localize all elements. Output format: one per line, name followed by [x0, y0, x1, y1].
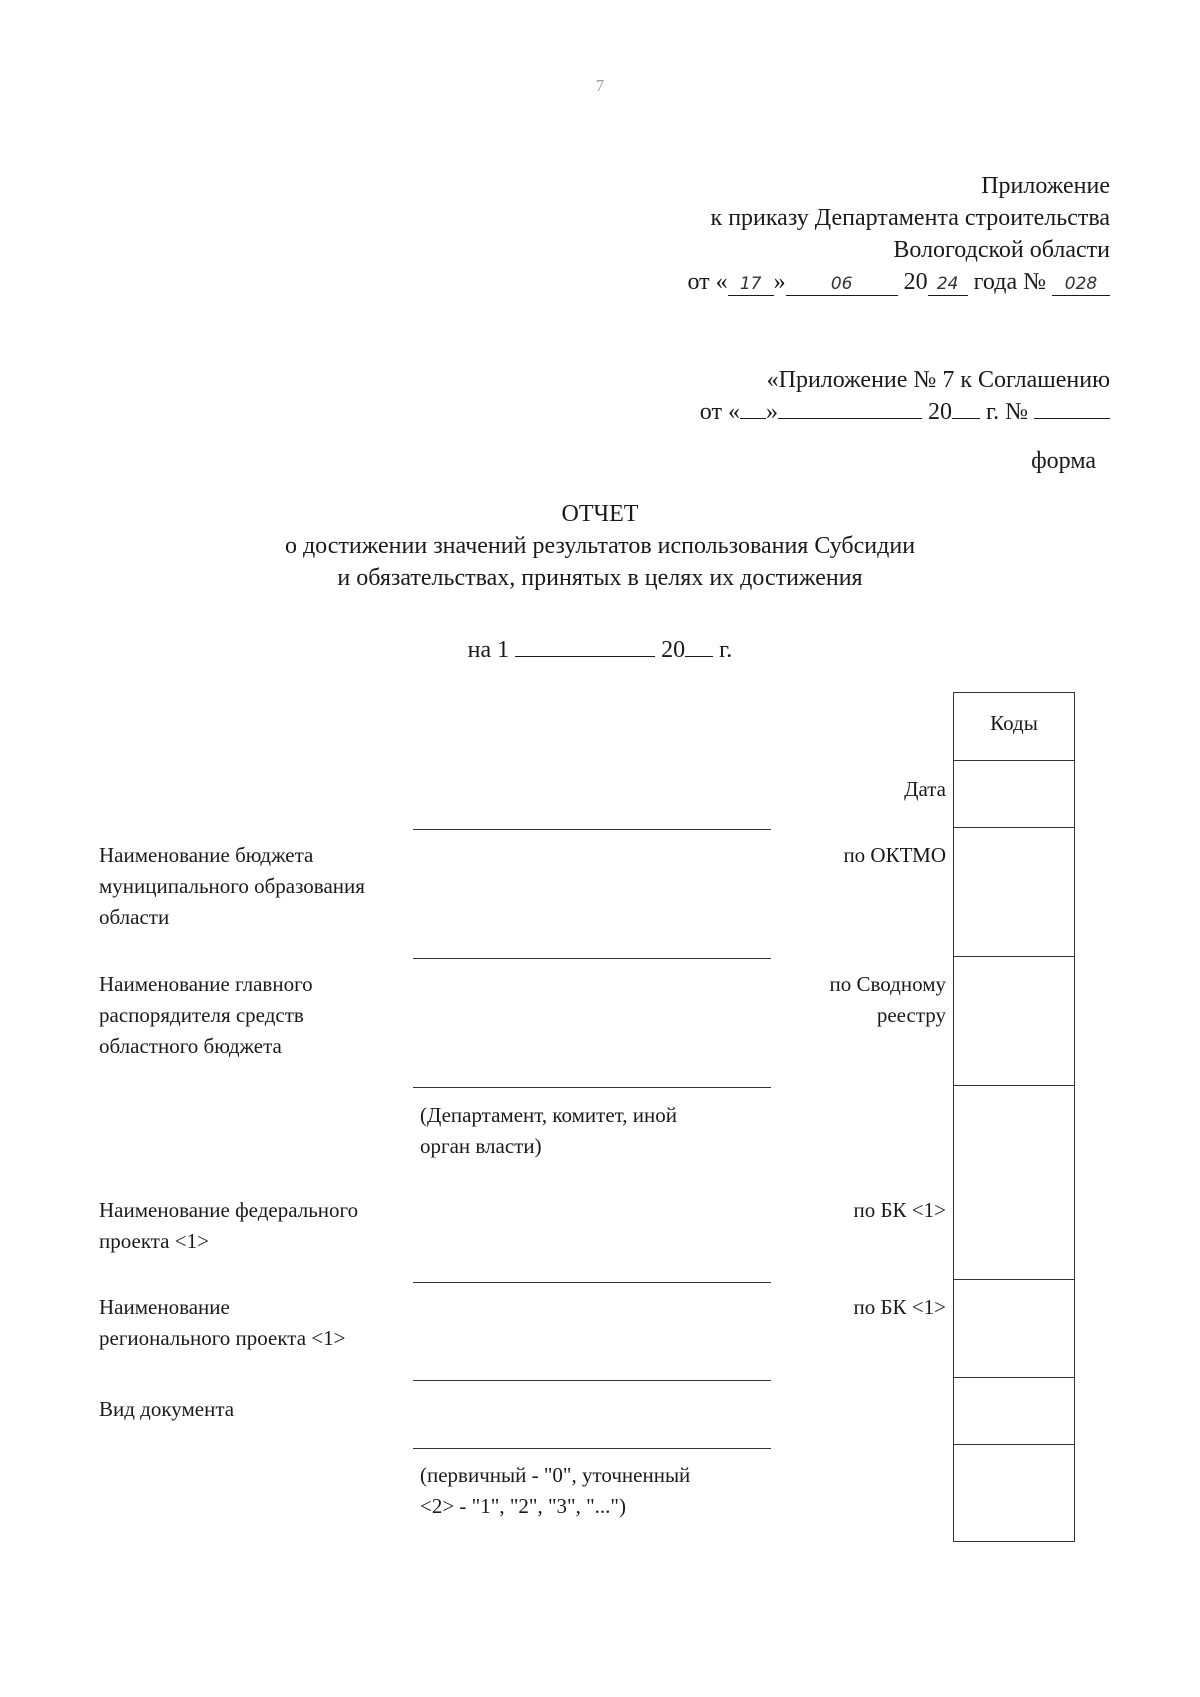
handwritten-month: 06	[786, 273, 898, 296]
field-rule-date[interactable]	[413, 829, 771, 830]
codes-cell-doc-type[interactable]	[954, 1378, 1074, 1445]
codes-cell-bk-1[interactable]	[954, 1086, 1074, 1280]
hint-distributor-2: орган власти)	[420, 1134, 542, 1158]
agreement-date-mid: »	[765, 399, 778, 425]
report-title-line-3: и обязательствах, принятых в целях их достижения	[337, 565, 863, 591]
label-federal-project	[99, 1195, 358, 1257]
codes-cell-empty[interactable]	[954, 1445, 1074, 1543]
codes-label-registry-1: по Сводному	[829, 972, 946, 996]
hint-doc-type-1: (первичный - "0", уточненный	[420, 1463, 691, 1487]
agreement-line-1: «Приложение № 7 к Соглашению	[766, 367, 1110, 393]
label-budget-name-1: Наименование бюджета	[99, 843, 314, 867]
label-budget-name	[99, 840, 365, 933]
label-budget-name-3: области	[99, 905, 170, 929]
blank-year	[952, 396, 980, 419]
year-prefix: 20	[903, 269, 928, 295]
codes-cell-date[interactable]	[954, 761, 1074, 828]
hint-distributor-1: (Департамент, комитет, иной	[420, 1103, 677, 1127]
blank-day	[740, 396, 766, 419]
report-title	[0, 498, 1200, 594]
codes-label-bk-1: по БК <1>	[853, 1198, 946, 1222]
field-rule-budget[interactable]	[413, 958, 771, 959]
blank-report-month	[515, 634, 655, 657]
label-federal-project-1: Наименование федерального	[99, 1198, 359, 1222]
report-date-line	[0, 634, 1200, 666]
appendix-date-line	[688, 266, 1111, 298]
appendix-line-2: к приказу Департамента строительства	[710, 205, 1110, 231]
label-regional-project	[99, 1292, 345, 1354]
field-rule-doc-type[interactable]	[413, 1448, 771, 1449]
codes-cell-bk-2[interactable]	[954, 1280, 1074, 1378]
date-mid: »	[773, 269, 786, 295]
codes-label-bk-2: по БК <1>	[853, 1295, 946, 1319]
blank-number	[1034, 396, 1110, 419]
label-federal-project-2: проекта <1>	[99, 1229, 209, 1253]
appendix-header	[688, 170, 1111, 298]
report-year-suffix: г.	[719, 637, 733, 663]
report-year-prefix: 20	[661, 637, 686, 663]
blank-report-year	[685, 634, 713, 657]
label-distributor	[99, 969, 313, 1062]
agreement-date-line	[700, 396, 1110, 428]
label-budget-name-2: муниципального образования	[99, 874, 365, 898]
agreement-header	[700, 364, 1110, 428]
codes-label-registry	[700, 969, 946, 1031]
codes-label-oktmo: по ОКТМО	[843, 843, 946, 867]
handwritten-day: 17	[728, 273, 774, 296]
report-title-main: ОТЧЕТ	[561, 501, 639, 527]
report-title-line-2: о достижении значений результатов использования Субсидии	[284, 533, 916, 559]
field-rule-federal-project[interactable]	[413, 1282, 771, 1283]
date-prefix: от «	[687, 269, 728, 295]
label-regional-project-2: регионального проекта <1>	[99, 1326, 346, 1350]
hint-doc-type-2: <2> - "1", "2", "3", "...")	[420, 1494, 627, 1518]
appendix-line-1: Приложение	[981, 173, 1110, 199]
field-rule-distributor[interactable]	[413, 1087, 771, 1088]
label-regional-project-1: Наименование	[99, 1295, 230, 1319]
handwritten-year: 24	[928, 273, 968, 296]
label-distributor-1: Наименование главного	[99, 972, 313, 996]
handwritten-number: 028	[1052, 273, 1110, 296]
codes-label-registry-2: реестру	[876, 1003, 946, 1027]
blank-month	[778, 396, 922, 419]
label-distributor-3: областного бюджета	[99, 1034, 282, 1058]
codes-label-date: Дата	[904, 777, 946, 801]
page-number: 7	[595, 76, 605, 95]
codes-cell-registry[interactable]	[954, 957, 1074, 1086]
report-date-prefix: на 1	[467, 637, 510, 663]
year-word: года №	[973, 269, 1046, 295]
codes-table	[953, 692, 1075, 1542]
hint-doc-type	[420, 1460, 690, 1522]
codes-header: Коды	[954, 693, 1074, 761]
label-doc-type: Вид документа	[99, 1397, 235, 1421]
agreement-number-label: г. №	[985, 399, 1028, 425]
form-label: форма	[1031, 448, 1096, 474]
agreement-year-prefix: 20	[927, 399, 952, 425]
codes-cell-oktmo[interactable]	[954, 828, 1074, 957]
agreement-date-prefix: от «	[699, 399, 740, 425]
label-distributor-2: распорядителя средств	[99, 1003, 304, 1027]
field-rule-regional-project[interactable]	[413, 1380, 771, 1381]
appendix-line-3: Вологодской области	[893, 237, 1110, 263]
hint-distributor	[420, 1100, 677, 1162]
